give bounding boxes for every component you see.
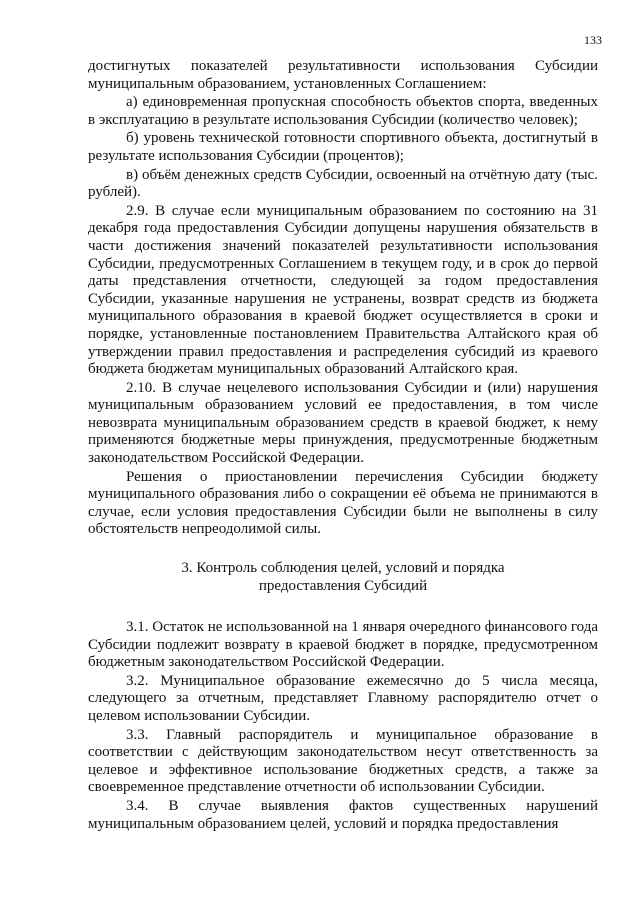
section-heading-line2: предоставления Субсидий xyxy=(258,578,428,595)
paragraph-3-3: 3.3. Главный распорядитель и муниципальное образование в соответствии с действующим законодательством несут ответственность за целевое и эффективное использование бюджетных средств, а также за своевременное представление отчетности об использовании Субсидии. xyxy=(88,726,598,796)
paragraph-3-2: 3.2. Муниципальное образование ежемесячно до 5 числа месяца, следующего за отчетным, представляет Главному распорядителю отчет о целевом использовании Субсидии. xyxy=(88,672,598,724)
section-heading-line1: 3. Контроль соблюдения целей, условий и порядка xyxy=(181,560,505,577)
paragraph-continuation: достигнутых показателей результативности использования Субсидии муниципальным образованием, установленных Соглашением: xyxy=(88,58,598,92)
paragraph-decisions: Решения о приостановлении перечисления Субсидии бюджету муниципального образования либо о сокращении её объема не принимаются в случае, если условия предоставления Субсидии были не выполнены в силу обстоятельств непреодолимой силы. xyxy=(88,468,598,538)
page-number: 133 xyxy=(584,33,602,47)
paragraph-3-4: 3.4. В случае выявления фактов существенных нарушений муниципальным образованием целей, условий и порядка предоставления xyxy=(88,797,598,832)
paragraph-2-9: 2.9. В случае если муниципальным образованием по состоянию на 31 декабря года предоставления Субсидии допущены нарушения обязательств в части достижения значений показателей результативности использования Субсидии, предусмотренных Соглашением в текущем году, и в срок до первой даты представления отчетности, следующей за годом предоставления Субсидии, указанные нарушения не устранены, возврат средств из бюджета муниципального образования в краевой бюджет осуществляется в сроки и порядке, установленные постановлением Правительства Алтайского края об утверждении правил предоставления и распределения субсидий из краевого бюджета бюджетам муниципальных образований Алтайского края. xyxy=(88,202,598,378)
paragraph-2-10: 2.10. В случае нецелевого использования Субсидии и (или) нарушения муниципальным образованием условий ее предоставления, в том числе невозврата муниципальным образованием средств в краевой бюджет, к нему применяются бюджетные меры принуждения, предусмотренные бюджетным законодательством Российской Федерации. xyxy=(88,379,598,467)
paragraph-item-c: в) объём денежных средств Субсидии, освоенный на отчётную дату (тыс. рублей). xyxy=(88,166,598,201)
document-body xyxy=(88,58,598,834)
paragraph-item-a: а) единовременная пропускная способность объектов спорта, введенных в эксплуатацию в результате использования Субсидии (количество человек); xyxy=(88,94,598,128)
paragraph-3-1: 3.1. Остаток не использованной на 1 января очередного финансового года Субсидии подлежит возврату в краевой бюджет в порядке, предусмотренном бюджетным законодательством Российской Федерации. xyxy=(88,619,598,671)
paragraph-item-b: б) уровень технической готовности спортивного объекта, достигнутый в результате использования Субсидии (процентов); xyxy=(88,130,598,164)
section-heading xyxy=(88,559,598,595)
